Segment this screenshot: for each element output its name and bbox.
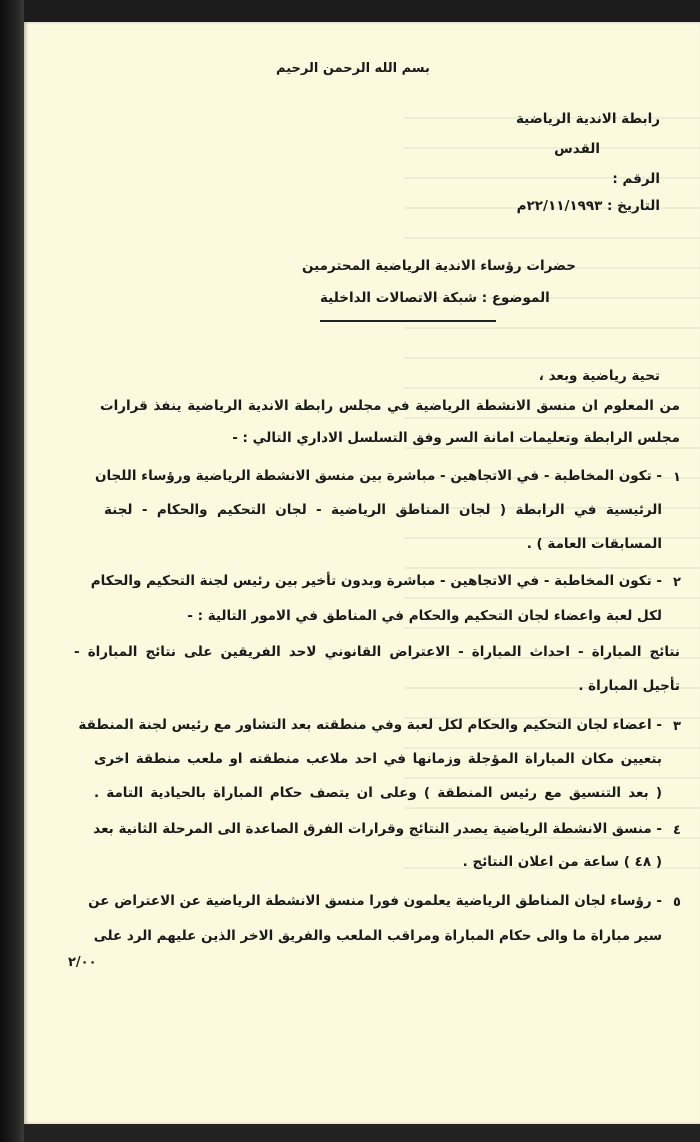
org-name: رابطة الاندية الرياضية	[516, 111, 660, 127]
item-number: ١	[673, 470, 681, 485]
ref-label: الرقم :	[612, 171, 660, 187]
greeting: تحية رياضية وبعد ،	[538, 368, 660, 384]
document-page	[24, 22, 700, 1124]
item-3-line-3: ( بعد التنسيق مع رئيس المنطقة ) وعلى ان يتصف حكام المباراة بالحيادية التامة .	[94, 785, 662, 801]
item-number: ٥	[673, 895, 681, 910]
intro-line-1: من المعلوم ان منسق الانشطة الرياضية في مجلس رابطة الاندية الرياضية ينفذ قرارات	[100, 398, 680, 414]
item-3-line-1: - اعضاء لجان التحكيم والحكام لكل لعبة وفي منطقته بعد التشاور مع رئيس لجنة المنطقة	[78, 717, 662, 733]
item-1-line-1: - تكون المخاطبة - في الاتجاهين - مباشرة بين منسق الانشطة الرياضية ورؤساء اللجان	[94, 468, 662, 484]
item-3-line-2: بتعيين مكان المباراة المؤجلة وزمانها في احد ملاعب منطقته او ملعب منطقة اخرى	[94, 751, 662, 767]
item-4-line-1: - منسق الانشطة الرياضية يصدر النتائج وقرارات الفرق الصاعدة الى المرحلة الثانية بعد	[93, 821, 662, 837]
item-5-line-1: - رؤساء لجان المناطق الرياضية يعلمون فورا منسق الانشطة الرياضية عن الاعتراض عن	[88, 893, 662, 909]
item-2-line-1: - تكون المخاطبة - في الاتجاهين - مباشرة وبدون تأخير بين رئيس لجنة التحكيم والحكام	[90, 573, 662, 589]
scanner-edge	[0, 0, 24, 1142]
intro-line-2: مجلس الرابطة وتعليمات امانة السر وفق التسلسل الاداري التالي : -	[232, 430, 680, 446]
subject-underline	[320, 320, 496, 322]
basmala: بسم الله الرحمن الرحيم	[276, 61, 430, 76]
subject: الموضوع : شبكة الاتصالات الداخلية	[320, 290, 550, 306]
item-4-line-2: ( ٤٨ ) ساعة من اعلان النتائج .	[462, 854, 662, 870]
scanner-bottom-edge	[24, 1124, 700, 1142]
item-number: ٤	[673, 823, 681, 838]
page-number: ٢/٠٠	[68, 955, 97, 970]
item-2-line-3: نتائج المباراة - احداث المباراة - الاعتراض القانوني لاحد الفريقين على نتائج المباراة -	[74, 644, 680, 660]
item-5-line-2: سير مباراة ما والى حكام المباراة ومراقب الملعب والفريق الاخر الذين عليهم الرد على	[93, 928, 662, 944]
city: القدس	[554, 141, 600, 157]
item-1-line-3: المسابقات العامة ) .	[526, 536, 662, 552]
item-1-line-2: الرئيسية في الرابطة ( لجان المناطق الرياضية - لجان التحكيم والحكام - لجنة	[104, 502, 662, 518]
item-number: ٢	[673, 575, 681, 590]
item-2-line-2: لكل لعبة واعضاء لجان التحكيم والحكام في المناطق في الامور التالية : -	[187, 608, 662, 624]
item-number: ٣	[673, 719, 681, 734]
date-line: التاريخ : ٢٢/١١/١٩٩٣م	[516, 198, 660, 214]
item-2-line-4: تأجيل المباراة .	[578, 678, 680, 694]
addressee: حضرات رؤساء الاندية الرياضية المحترمين	[302, 258, 577, 274]
